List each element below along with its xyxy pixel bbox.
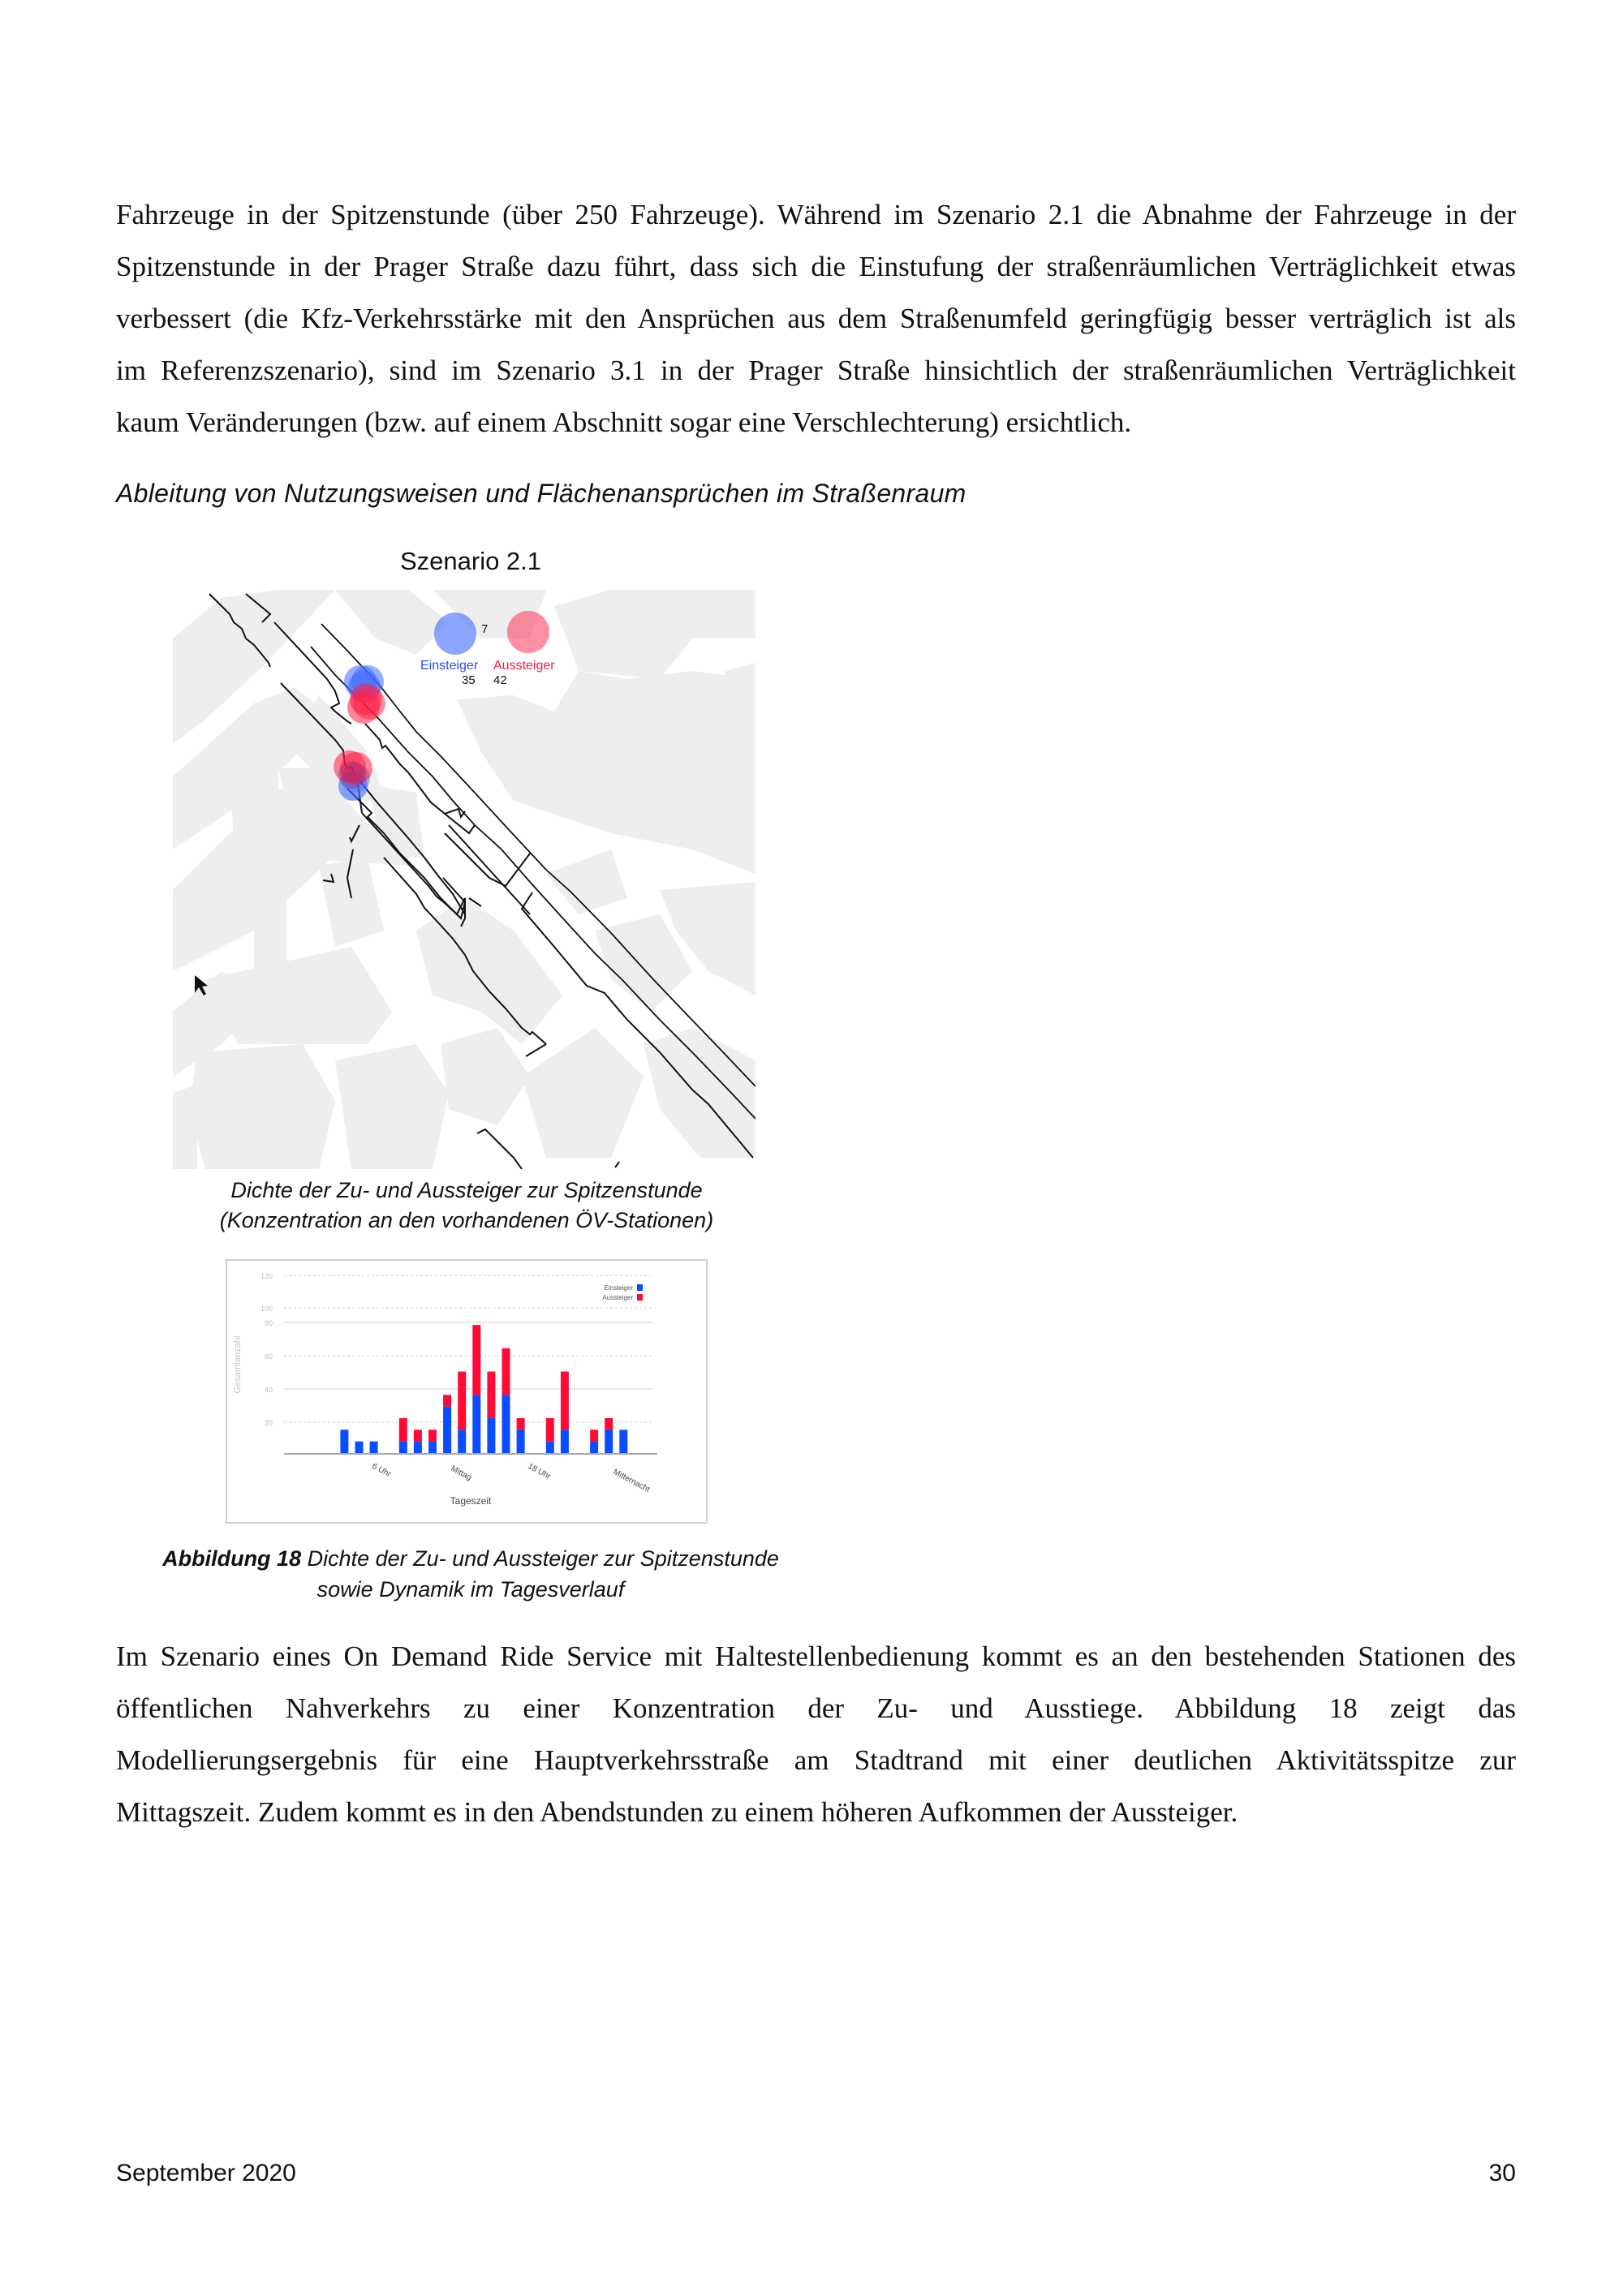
svg-text:Mitternacht: Mitternacht bbox=[611, 1467, 652, 1494]
bar-chart bbox=[226, 1259, 708, 1524]
chart-canvas bbox=[227, 1261, 706, 1522]
legend-einsteiger-circle bbox=[434, 613, 476, 655]
footer-date: September 2020 bbox=[116, 2160, 296, 2186]
map-caption-line-1: Dichte der Zu- und Aussteiger zur Spitzenstunde bbox=[230, 1178, 703, 1202]
paragraph-line: Modellierungsergebnis für eine Hauptverkehrsstraße am Stadtrand mit einer deutlichen Aktivitätsspitze zur bbox=[116, 1744, 1516, 1776]
paragraph-line: Spitzenstunde in der Prager Straße dazu führt, dass sich die Einstufung der straßenräumlichen Verträglichkeit etwas bbox=[116, 251, 1516, 282]
paragraph-line: Im Szenario eines On Demand Ride Service mit Haltestellenbedienung kommt es an den bestehenden Stationen des bbox=[116, 1640, 1516, 1672]
svg-text:60: 60 bbox=[264, 1352, 273, 1361]
body-paragraph-2 bbox=[116, 1631, 1516, 1838]
svg-text:Mittag: Mittag bbox=[449, 1464, 473, 1483]
footer-page-number: 30 bbox=[1488, 2160, 1516, 2186]
svg-text:90: 90 bbox=[264, 1319, 273, 1327]
upper-stop-markers bbox=[344, 665, 385, 724]
legend-aussteiger-value: 42 bbox=[493, 673, 507, 687]
paragraph-line: im Referenzszenario), sind im Szenario 3.1 in der Prager Straße hinsichtlich der straßenräumlichen Verträglichkeit bbox=[116, 355, 1516, 386]
legend-einsteiger-value: 35 bbox=[462, 673, 476, 687]
figure-caption-line-2: sowie Dynamik im Tagesverlauf bbox=[316, 1577, 625, 1602]
svg-text:Tageszeit: Tageszeit bbox=[450, 1495, 492, 1507]
legend-einsteiger-label: Einsteiger bbox=[420, 659, 479, 673]
svg-text:100: 100 bbox=[260, 1305, 273, 1313]
legend-aussteiger-circle bbox=[507, 611, 549, 653]
map-figure bbox=[173, 590, 756, 1169]
figure-caption bbox=[130, 1543, 812, 1605]
section-subheading: Ableitung von Nutzungsweisen und Flächenansprüchen im Straßenraum bbox=[116, 479, 966, 508]
svg-text:20: 20 bbox=[264, 1419, 273, 1427]
paragraph-line: verbessert (die Kfz-Verkehrsstärke mit den Ansprüchen aus dem Straßenumfeld geringfügig besser verträglich ist als bbox=[116, 303, 1516, 334]
svg-text:18 Uhr: 18 Uhr bbox=[526, 1461, 553, 1481]
figure-number: Abbildung 18 bbox=[162, 1546, 302, 1571]
legend-aussteiger-label: Aussteiger bbox=[493, 659, 555, 673]
body-paragraph-1 bbox=[116, 189, 1516, 449]
svg-text:120: 120 bbox=[260, 1272, 273, 1280]
figure-caption-text: Dichte der Zu- und Aussteiger zur Spitzenstunde bbox=[301, 1546, 779, 1571]
paragraph-line: Mittagszeit. Zudem kommt es in den Abendstunden zu einem höheren Aufkommen der Aussteiger. bbox=[116, 1796, 1238, 1828]
paragraph-line: öffentlichen Nahverkehrs zu einer Konzentration der Zu- und Ausstiege. Abbildung 18 zeigt das bbox=[116, 1692, 1516, 1724]
paragraph-line: kaum Veränderungen (bzw. auf einem Abschnitt sogar eine Verschlechterung) ersichtlich. bbox=[116, 406, 1132, 438]
svg-text:6 Uhr: 6 Uhr bbox=[370, 1461, 393, 1480]
svg-text:Einsteiger: Einsteiger bbox=[604, 1284, 633, 1292]
legend-scale-value: 7 bbox=[481, 622, 489, 636]
svg-text:Gesamtanzahl: Gesamtanzahl bbox=[233, 1335, 243, 1394]
map-caption-line-2: (Konzentration an den vorhandenen ÖV-Stationen) bbox=[219, 1208, 714, 1232]
svg-text:Aussteiger: Aussteiger bbox=[602, 1294, 633, 1301]
map-caption bbox=[162, 1176, 771, 1236]
svg-text:40: 40 bbox=[264, 1386, 273, 1394]
map-title: Szenario 2.1 bbox=[399, 547, 542, 575]
paragraph-line: Fahrzeuge in der Spitzenstunde (über 250 Fahrzeuge). Während im Szenario 2.1 die Abnahme der Fahrzeuge in der bbox=[116, 199, 1516, 230]
